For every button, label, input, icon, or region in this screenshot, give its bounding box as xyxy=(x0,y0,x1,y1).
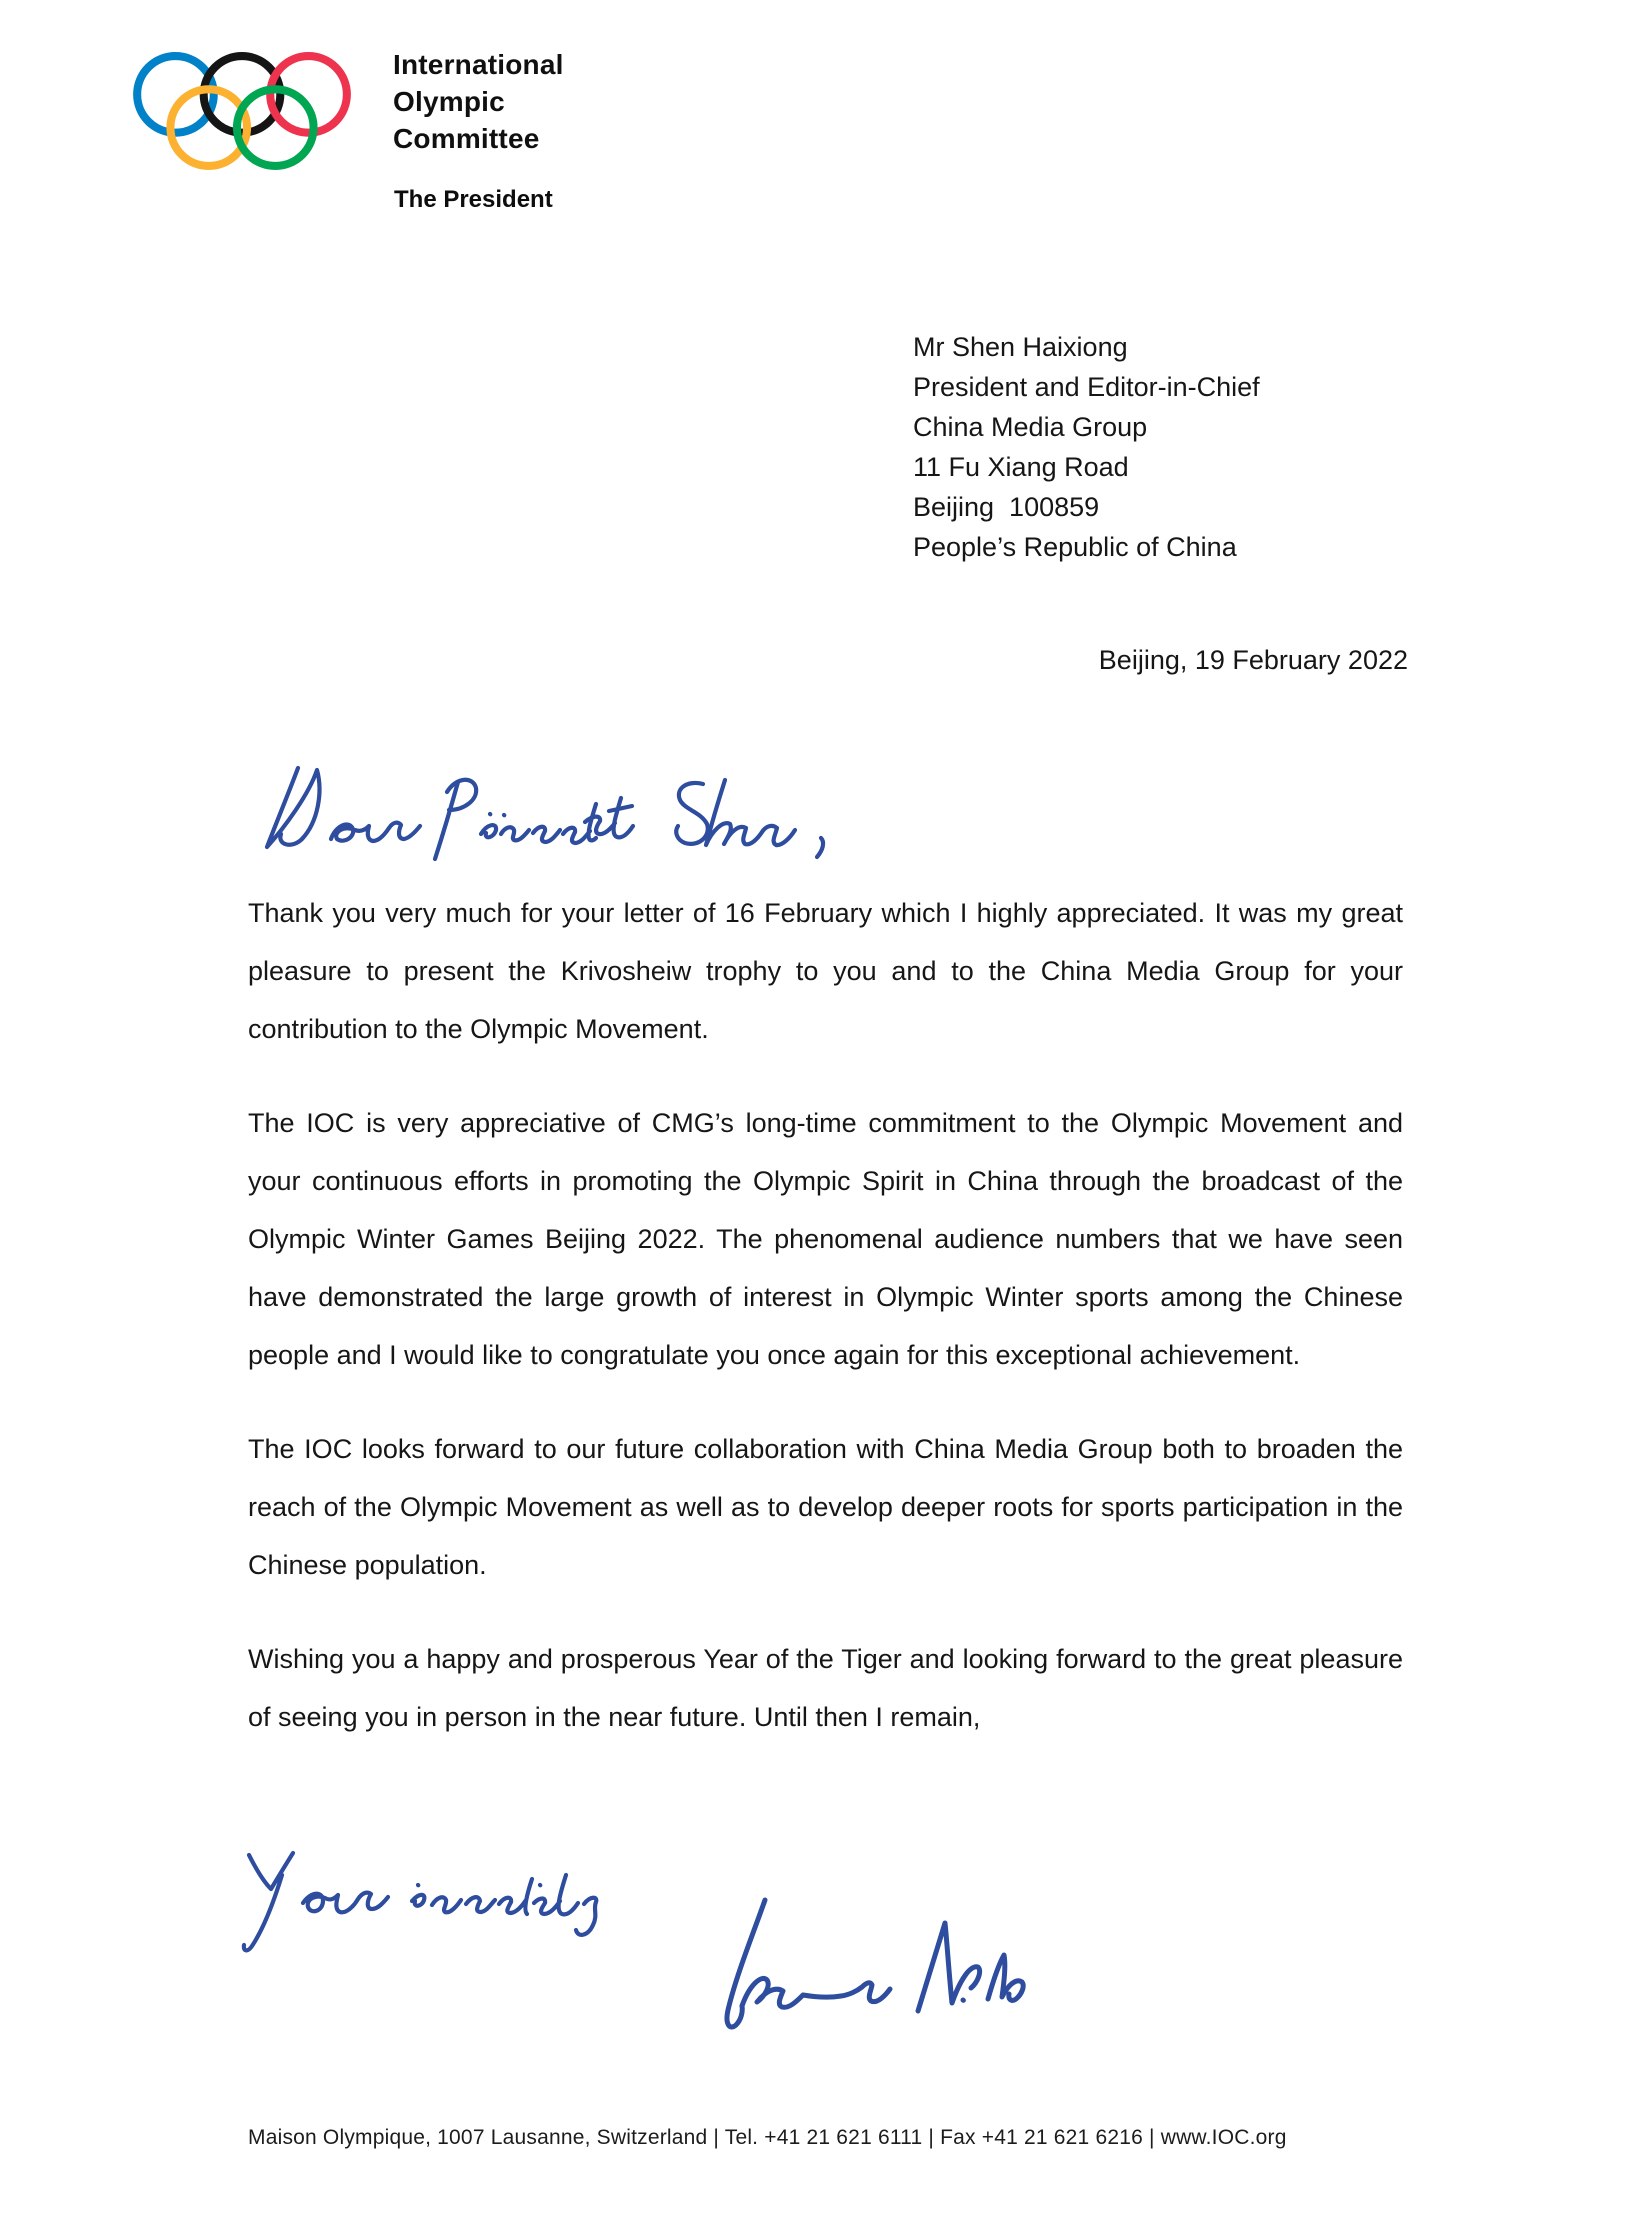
president-title: The President xyxy=(394,186,553,213)
address-line: People’s Republic of China xyxy=(913,532,1237,562)
letter-body xyxy=(248,884,1403,1782)
address-line: China Media Group xyxy=(913,412,1148,442)
footer-contact: Maison Olympique, 1007 Lausanne, Switzerland | Tel. +41 21 621 6111 | Fax +41 21 621 6216 | www.IOC.org xyxy=(248,2126,1287,2149)
handwriting-stroke xyxy=(267,768,319,847)
handwriting-dot xyxy=(490,814,504,815)
handwriting-stroke xyxy=(435,780,476,859)
paragraph: Thank you very much for your letter of 16 February which I highly appreciated. It was my great pleasure to present the Krivosheiw trophy to you and to the China Media Group for your contribution to the Olympic Movement. xyxy=(248,898,1403,1044)
handwriting-stroke xyxy=(676,783,708,844)
olympic-rings-icon xyxy=(131,48,353,172)
paragraph: The IOC looks forward to our future collaboration with China Media Group both to broaden the reach of the Olympic Movement as well as to develop deeper roots for sports participation in the Chinese population. xyxy=(248,1434,1403,1580)
signature-stroke xyxy=(988,1955,1023,2000)
org-name-line: Committee xyxy=(393,123,540,154)
paragraph: Wishing you a happy and prosperous Year of the Tiger and looking forward to the great pleasure of seeing you in person in the near future. Until then I remain, xyxy=(248,1644,1403,1732)
recipient-address xyxy=(913,327,1260,567)
signature-stroke xyxy=(742,1978,890,2007)
address-line: Mr Shen Haixiong xyxy=(913,332,1128,362)
signature-stroke xyxy=(727,1900,765,2027)
address-line: 11 Fu Xiang Road xyxy=(913,452,1129,482)
address-line: President and Editor-in-Chief xyxy=(913,372,1260,402)
org-name-line: International xyxy=(393,49,564,80)
signature-stroke xyxy=(918,1923,980,2011)
handwritten-salutation xyxy=(232,742,832,867)
handwriting-stroke xyxy=(481,798,633,843)
handwriting-comma xyxy=(817,838,823,857)
signature xyxy=(668,1878,1048,2048)
paragraph: The IOC is very appreciative of CMG’s long-time commitment to the Olympic Movement and your continuous efforts in promoting the Olympic Spirit in China through the broadcast of the Olympic Winter Games Beijing 2022. The phenomenal audience numbers that we have seen have demonstrated the large growth of interest in Olympic Winter sports among the Chinese people and I would like to congratulate you once again for this exceptional achievement. xyxy=(248,1108,1403,1370)
handwriting-stroke xyxy=(706,780,795,845)
handwriting-stroke xyxy=(303,1893,388,1913)
handwriting-stroke xyxy=(412,1875,596,1935)
handwriting-stroke xyxy=(331,823,420,841)
org-name xyxy=(393,46,564,157)
handwritten-closing xyxy=(235,1833,655,1968)
handwriting-stroke xyxy=(609,806,632,811)
org-name-line: Olympic xyxy=(393,86,505,117)
date-line: Beijing, 19 February 2022 xyxy=(1098,645,1408,675)
handwriting-stroke xyxy=(244,1853,293,1950)
address-line: Beijing 100859 xyxy=(913,492,1100,522)
